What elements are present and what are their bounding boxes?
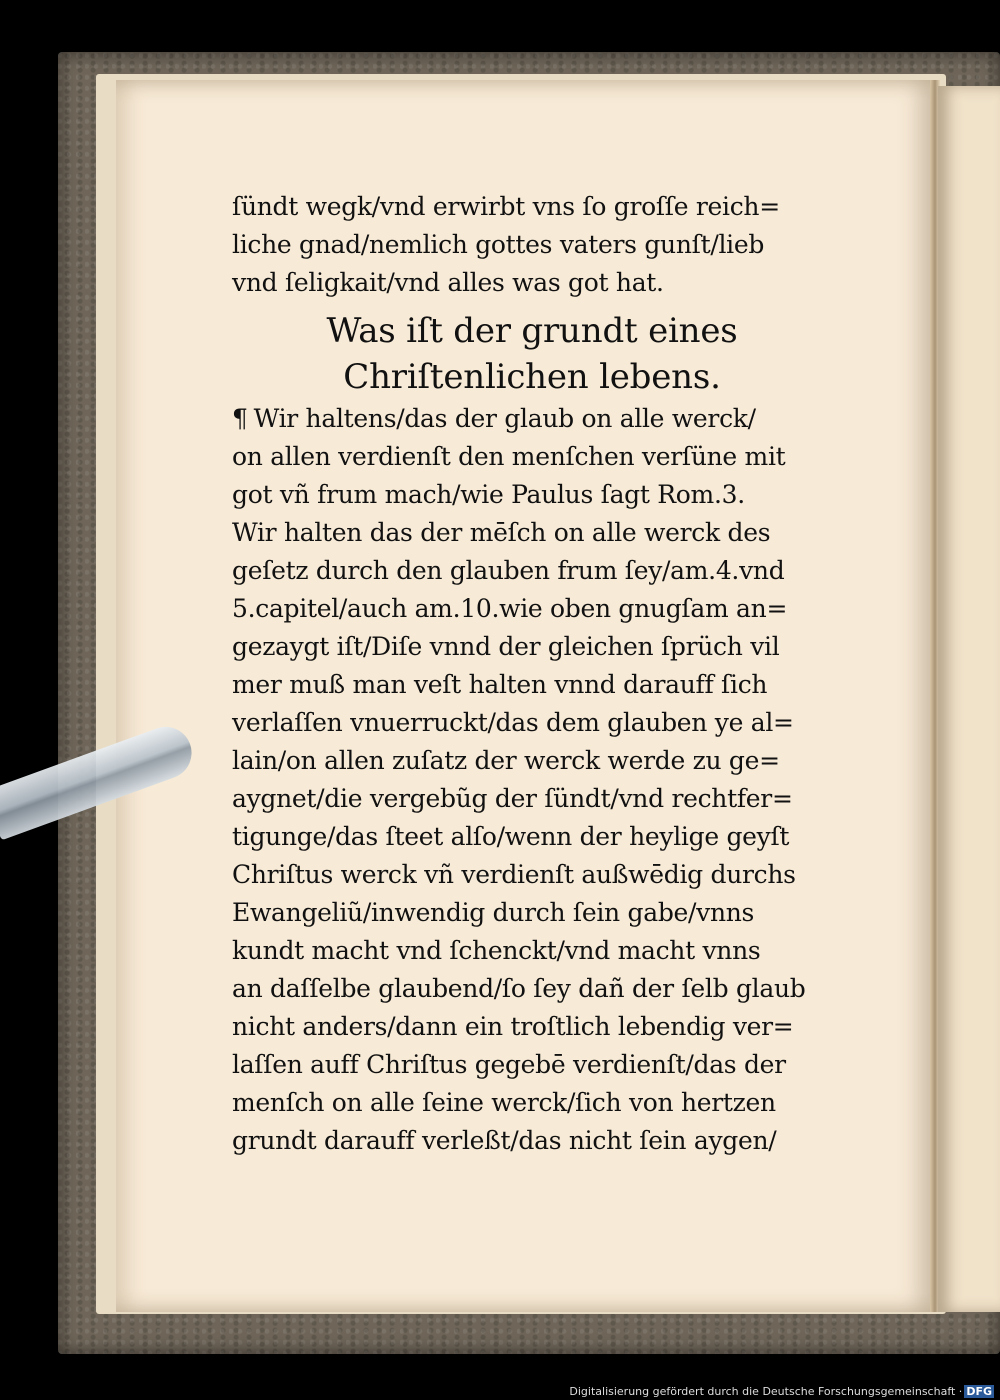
text-line: vnd ſeligkait/vnd alles was got hat.	[232, 268, 664, 297]
text-line: Ewangeliũ/inwendig durch ſein gabe/vnns	[232, 898, 755, 927]
text-line: nicht anders/dann ein troſtlich lebendig ver=	[232, 1012, 794, 1041]
text-line: gezaygt iſt/Diſe vnnd der gleichen ſprüch vil	[232, 632, 780, 661]
text-line: 5.capitel/auch am.10.wie oben gnugſam an=	[232, 594, 788, 623]
section-heading-line: Chriſtenlichen lebens.	[343, 357, 721, 397]
text-line: on allen verdienſt den menſchen verſüne mit	[232, 442, 786, 471]
digitization-caption	[569, 1385, 994, 1398]
text-line: lain/on allen zuſatz der werck werde zu ge=	[232, 746, 780, 775]
text-line: grundt darauff verleßt/das nicht ſein aygen/	[232, 1126, 777, 1155]
text-line-first	[232, 400, 832, 438]
text-line: got vñ frum mach/wie Paulus ſagt Rom.3.	[232, 480, 745, 509]
text-line-content: Wir haltens/das der glaub on alle werck/	[253, 404, 756, 433]
text-line: menſch on alle ſeine werck/ſich von hertzen	[232, 1088, 776, 1117]
text-line: liche gnad/nemlich gottes vaters gunſt/lieb	[232, 230, 765, 259]
text-line: tigunge/das ſteet alſo/wenn der heylige geyſt	[232, 822, 790, 851]
text-line: ſündt wegk/vnd erwirbt vns ſo groſſe reich=	[232, 192, 780, 221]
pilcrow-marker: ¶	[232, 404, 248, 433]
text-line: verlaſſen vnuerruckt/das dem glauben ye al=	[232, 708, 794, 737]
caption-text: Digitalisierung gefördert durch die Deutsche Forschungsgemeinschaft ·	[569, 1385, 963, 1398]
page-text	[232, 188, 832, 1160]
text-line: kundt macht vnd ſchenckt/vnd macht vnns	[232, 936, 761, 965]
text-line: Wir halten das der mēſch on alle werck des	[232, 518, 771, 547]
section-heading-line: Was iſt der grundt eines	[326, 311, 738, 351]
text-line: mer muß man veſt halten vnnd darauff ſich	[232, 670, 768, 699]
dfg-logo: DFG	[966, 1385, 992, 1398]
text-line: an daſſelbe glaubend/ſo ſey dañ der ſelb glaub	[232, 974, 806, 1003]
text-line: aygnet/die vergebũg der ſündt/vnd rechtfer=	[232, 784, 793, 813]
text-line: laſſen auff Chriſtus gegebē verdienſt/das der	[232, 1050, 786, 1079]
right-page-edge	[938, 86, 1000, 1312]
text-line: geſetz durch den glauben frum ſey/am.4.vnd	[232, 556, 785, 585]
text-line: Chriſtus werck vñ verdienſt außwēdig durchs	[232, 860, 796, 889]
